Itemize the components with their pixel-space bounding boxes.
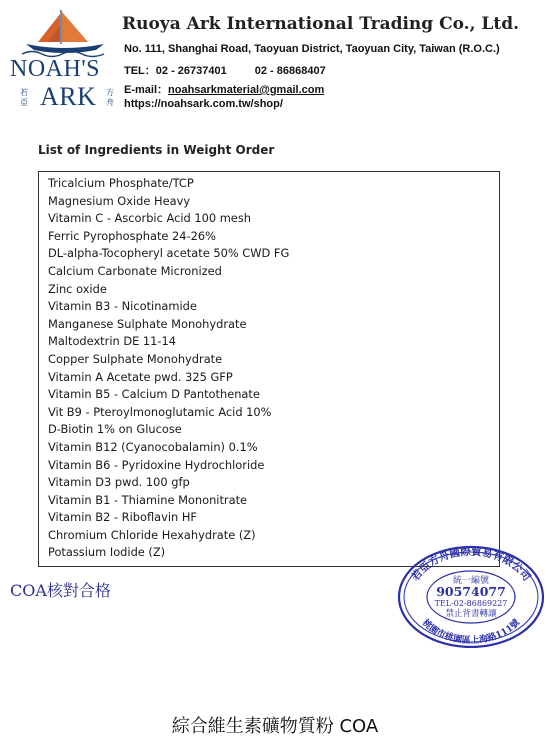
ingredients-title: List of Ingredients in Weight Order bbox=[38, 143, 275, 157]
list-item: Vitamin D3 pwd. 100 gfp bbox=[48, 475, 190, 490]
logo-word-noahs: NOAH'S bbox=[10, 56, 100, 82]
list-item: Potassium Iodide (Z) bbox=[48, 545, 166, 560]
list-item: Vitamin B1 - Thiamine Mononitrate bbox=[48, 492, 248, 507]
list-item: Copper Sulphate Monohydrate bbox=[48, 351, 223, 366]
seal-line-1: 統一編號 bbox=[452, 576, 490, 586]
tel-number-1: 02 - 26737401 bbox=[155, 65, 227, 77]
list-item: D-Biotin 1% on Glucose bbox=[48, 422, 182, 437]
list-item: Tricalcium Phosphate/TCP bbox=[48, 176, 194, 190]
list-item: Vitamin C - Ascorbic Acid 100 mesh bbox=[48, 211, 251, 226]
email-link[interactable]: noahsarkmaterial@gmail.com bbox=[168, 84, 325, 96]
list-item: Zinc oxide bbox=[48, 281, 107, 296]
logo-word-ark: ARK bbox=[40, 82, 97, 111]
list-item: DL-alpha-Tocopheryl acetate 50% CWD FG bbox=[48, 246, 290, 261]
ark-ship-icon bbox=[8, 8, 120, 58]
coa-verified-note: COA核對合格 bbox=[10, 581, 111, 600]
list-item: Chromium Chloride Hexahydrate (Z) bbox=[48, 527, 256, 542]
list-item: Vitamin B2 - Riboflavin HF bbox=[48, 510, 197, 525]
list-item: Manganese Sulphate Monohydrate bbox=[48, 316, 247, 331]
company-logo bbox=[8, 8, 120, 110]
company-email bbox=[124, 81, 324, 97]
list-item: Vitamin B3 - Nicotinamide bbox=[48, 299, 197, 314]
ingredients-box bbox=[38, 171, 500, 567]
company-address: No. 111, Shanghai Road, Taoyuan District, Taoyuan City, Taiwan (R.O.C.) bbox=[124, 43, 500, 55]
seal-outer-text: 若亞方舟國際貿易有限公司 bbox=[409, 545, 533, 584]
seal-line-3: TEL-02-86869227 bbox=[434, 599, 508, 608]
seal-icon bbox=[396, 543, 546, 648]
list-item: Ferric Pyrophosphate 24-26% bbox=[48, 228, 216, 243]
list-item: Magnesium Oxide Heavy bbox=[48, 193, 191, 208]
list-item: Maltodextrin DE 11-14 bbox=[48, 334, 177, 349]
seal-bottom-text: 桃園市桃園區上海路111號 bbox=[419, 617, 523, 647]
list-item: Calcium Carbonate Micronized bbox=[48, 263, 222, 278]
logo-cjk-left: 若亞 bbox=[20, 88, 28, 107]
tel-label: TEL： bbox=[124, 65, 156, 77]
seal-line-2: 90574077 bbox=[436, 584, 506, 599]
list-item: Vitamin B5 - Calcium D Pantothenate bbox=[48, 387, 260, 402]
list-item: Vitamin B12 (Cyanocobalamin) 0.1% bbox=[48, 439, 258, 454]
list-item: Vit B9 - Pteroylmonoglutamic Acid 10% bbox=[48, 404, 272, 419]
ingredients-list bbox=[39, 172, 499, 562]
list-item: Vitamin B6 - Pyridoxine Hydrochloride bbox=[48, 457, 265, 472]
document-caption: 綜合維生素礦物質粉 COA bbox=[171, 716, 379, 737]
company-name: Ruoya Ark International Trading Co., Ltd. bbox=[122, 14, 520, 34]
company-seal-stamp bbox=[396, 543, 546, 648]
list-item: Vitamin A Acetate pwd. 325 GFP bbox=[48, 369, 233, 384]
seal-line-4: 禁止背書轉讓 bbox=[445, 609, 497, 619]
email-label: E-mail： bbox=[124, 84, 169, 96]
logo-cjk-right: 方舟 bbox=[106, 88, 114, 107]
tel-number-2: 02 - 86868407 bbox=[254, 65, 326, 77]
company-website[interactable]: https://noahsark.com.tw/shop/ bbox=[124, 98, 283, 110]
company-phone bbox=[124, 62, 326, 78]
